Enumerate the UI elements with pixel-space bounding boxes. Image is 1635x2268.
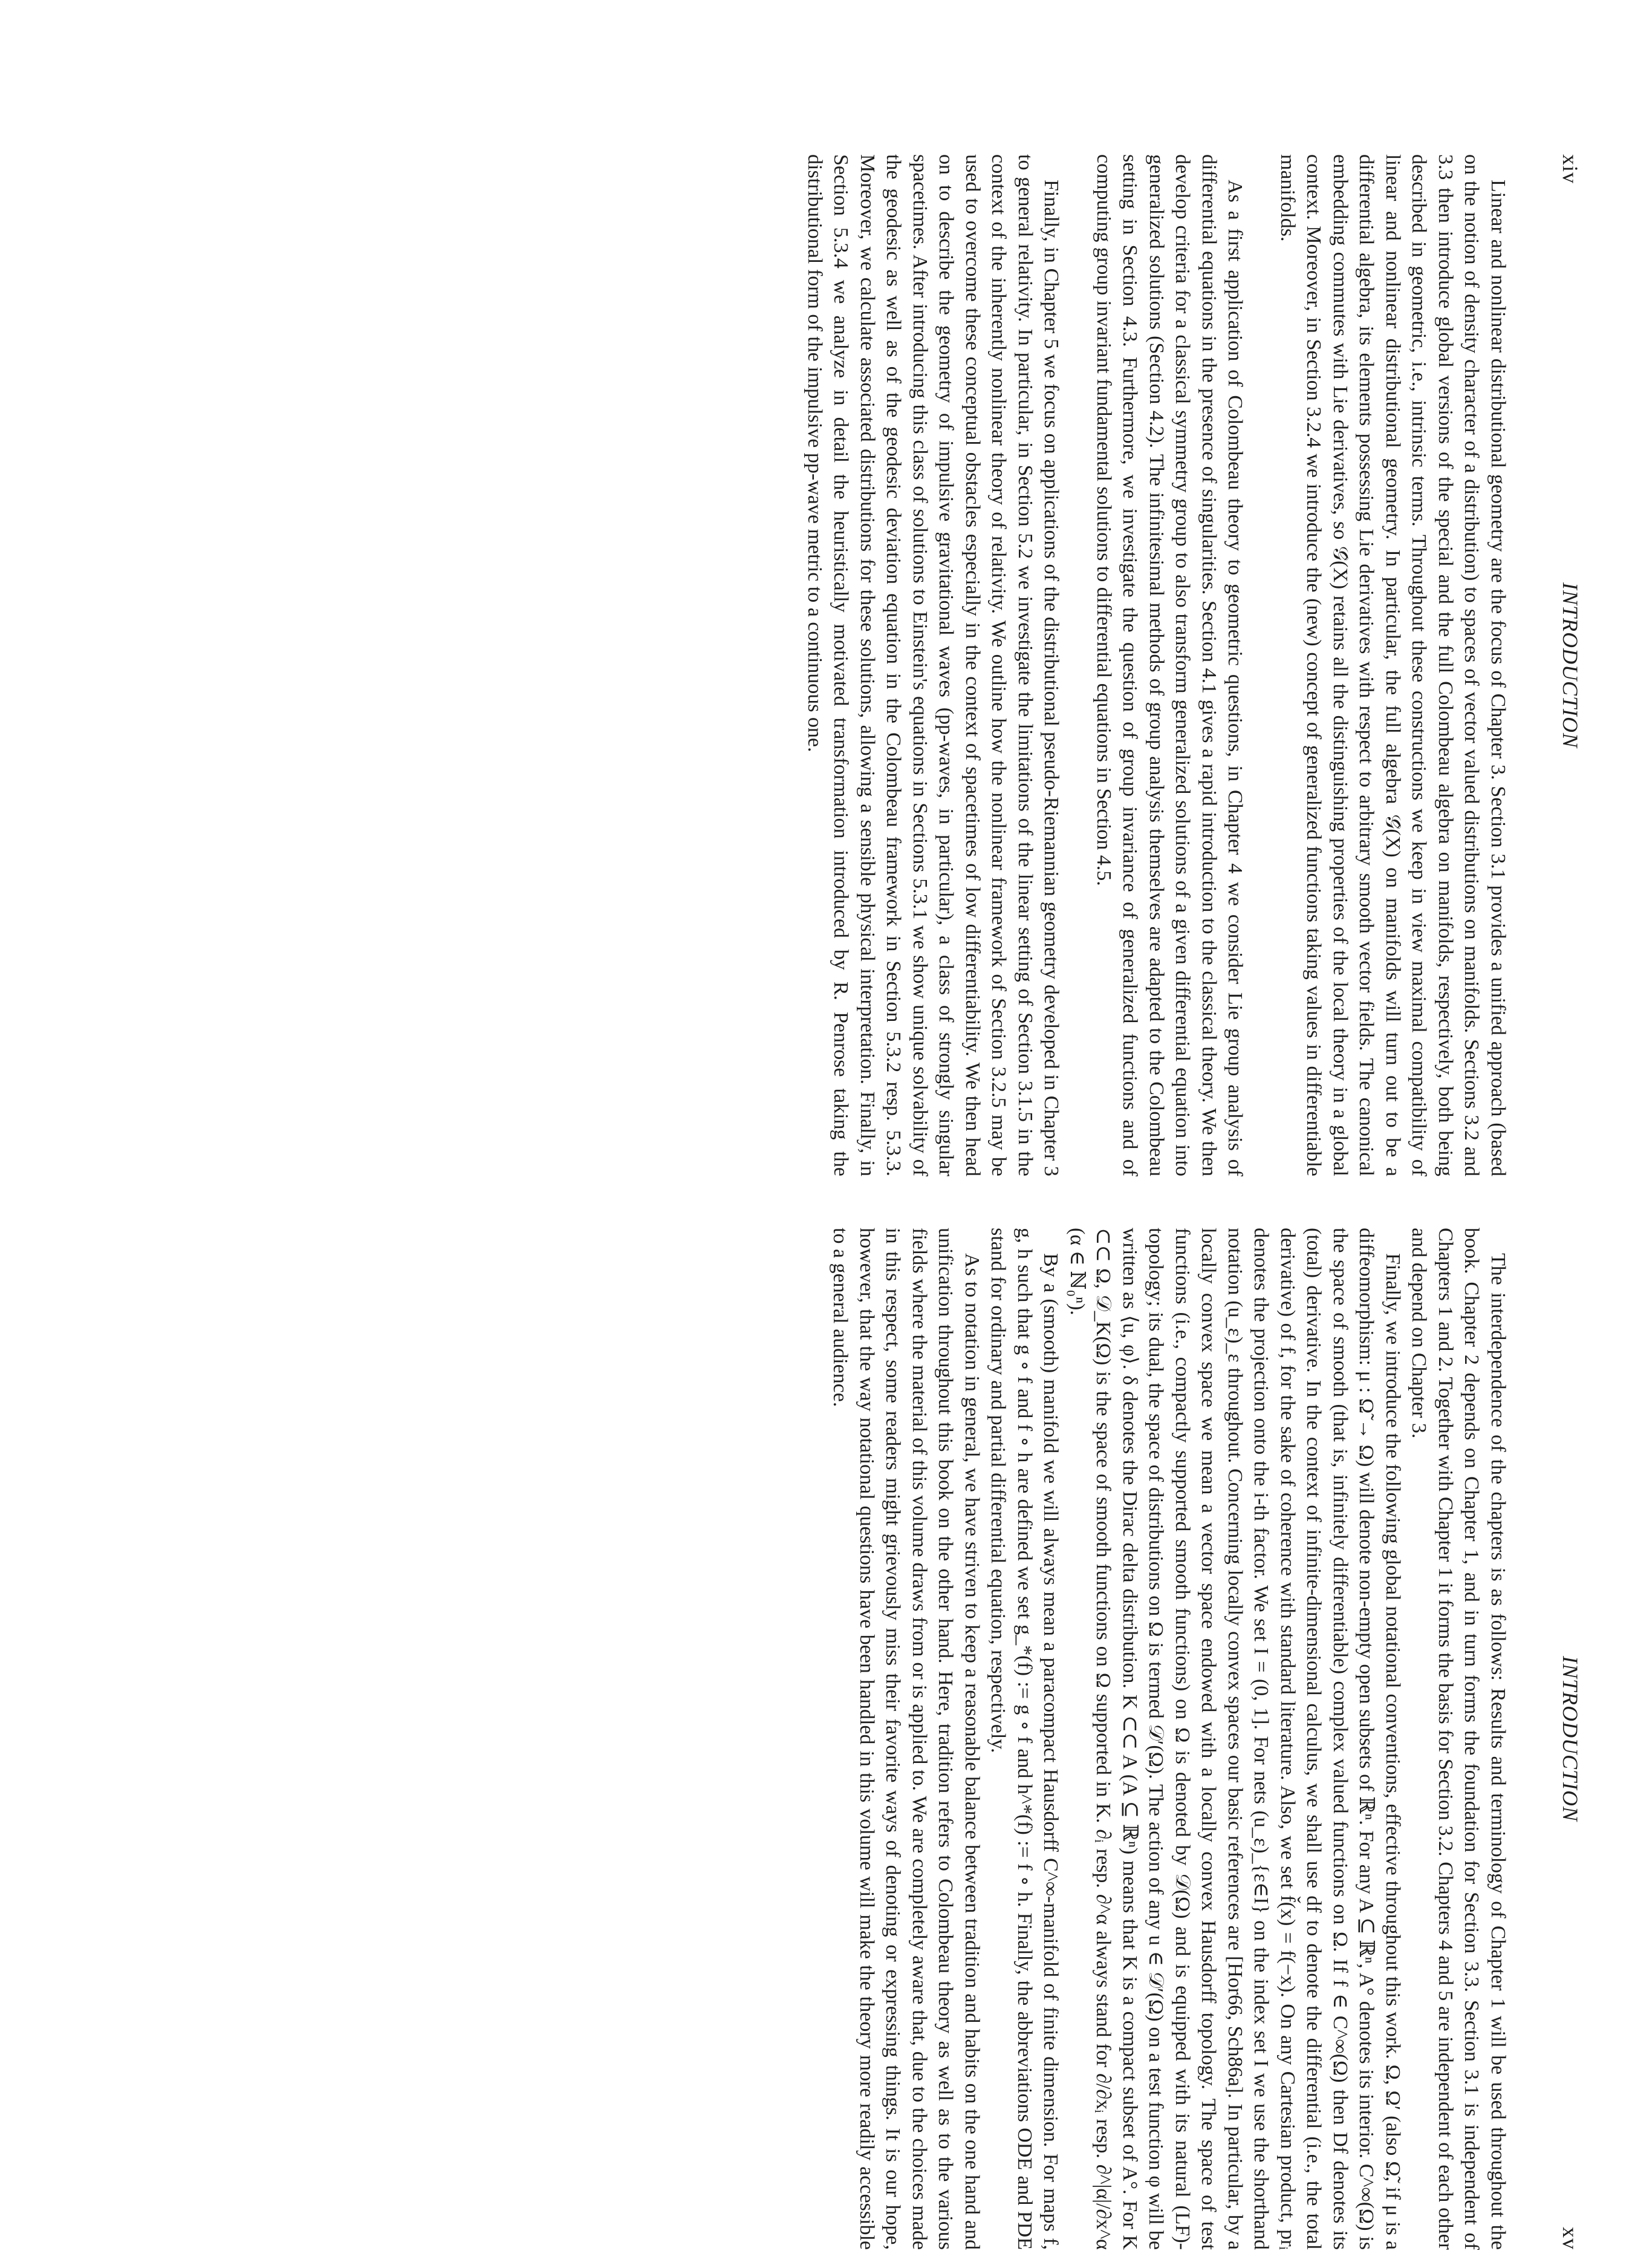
left-page-body <box>802 154 1512 1176</box>
paragraph-chapter-3-overview: Linear and nonlinear distributional geometry are the focus of Chapter 3. Section 3.1 provides a unified approach (based on the notion of density character of a distribution) to spaces of vector valued distributions on manifolds. Sections 3.2 and 3.3 then introduce global versions of the special and the full Colombeau algebra on manifolds, respectively, both being described in geometric, i.e., intrinsic terms. Throughout these constructions we keep in view maximal compatibility of linear and nonlinear distributional geometry. In particular, the full algebra 𝒢̂(X) on manifolds will turn out to be a differential algebra, its elements possessing Lie derivatives with respect to arbitrary smooth vector fields. The canonical embedding commutes with Lie derivatives, so 𝒢̂(X) retains all the distinguishing properties of the local theory in a global context. Moreover, in Section 3.2.4 we introduce the (new) concept of generalized functions taking values in differentiable manifolds. <box>1276 154 1509 1176</box>
left-page <box>0 154 1635 1176</box>
paragraph-notation-balance: As to notation in general, we have striven to keep a reasonable balance between tradition and habits on the one hand and unification throughout this book on the other hand. Here, tradition refers to Colombeau theory as well as to the various fields where the material of this volume draws from or is applied to. We are completely aware that, due to the choices made in this respect, some readers might grievously miss their favorite ways of denoting or expressing things. It is our hope, however, that the way notational questions have been handled in this volume will make the theory more readily accessible to a general audience. <box>829 1228 983 2250</box>
right-page-number: xv <box>1558 2227 1582 2250</box>
right-page <box>0 1228 1635 2250</box>
paragraph-chapter-interdependence: The interdependence of the chapters is as follows: Results and terminology of Chapter 1 will be used throughout the book. Chapter 2 depends on Chapter 1, and in turn forms the foundation for Section 3.3. Section 3.1 is independent of Chapters 1 and 2. Together with Chapter 1 it forms the basis for Section 3.2. Chapters 4 and 5 are independent of each other and depend on Chapter 3. <box>1408 1228 1509 2250</box>
left-running-head <box>1553 154 1583 1176</box>
right-page-body <box>827 1228 1511 2250</box>
paragraph-notational-conventions: Finally, we introduce the following global notational conventions, effective throughout this work. Ω, Ω′ (also Ω̃, if μ is a diffeomorphism: μ : Ω̃ → Ω) will denote non-empty open subsets of ℝⁿ. For any A ⊆ ℝⁿ, A° denotes its interior. C^∞(Ω) is the space of smooth (that is, infinitely differentiable) complex valued functions on Ω. If f ∈ C^∞(Ω) then Df denotes its (total) derivative. In the context of infinite-dimensional calculus, we shall use df to denote the differential (i.e., the total derivative) of f, for the sake of coherence with standard literature. Also, we set f̌(x) = f(−x). On any Cartesian product, prᵢ denotes the projection onto the i-th factor. We set I = (0, 1]. For nets (u_ε)_{ε∈I} on the index set I we use the shorthand notation (u_ε)_ε throughout. Concerning locally convex spaces our basic references are [Hor66, Sch86a]. In particular, by a locally convex space we mean a vector space endowed with a locally convex Hausdorff topology. The space of test functions (i.e., compactly supported smooth functions) on Ω is denoted by 𝒟(Ω) and is equipped with its natural (LF)-topology; its dual, the space of distributions on Ω is termed 𝒟′(Ω). The action of any u ∈ 𝒟′(Ω) on a test function φ will be written as ⟨u, φ⟩. δ denotes the Dirac delta distribution. K ⊂⊂ A (A ⊆ ℝⁿ) means that K is a compact subset of A°. For K ⊂⊂ Ω, 𝒟_K(Ω) is the space of smooth functions on Ω supported in K. ∂ᵢ resp. ∂^α always stand for ∂/∂xᵢ resp. ∂^|α|/∂x^α (α ∈ ℕ₀ⁿ). <box>1066 1228 1404 2250</box>
left-running-title: INTRODUCTION <box>1558 582 1582 749</box>
paragraph-manifold-conventions: By a (smooth) manifold we will always mean a paracompact Hausdorff C^∞-manifold of finite dimension. For maps f, g, h such that g ∘ f and f ∘ h are defined we set g_*(f) := g ∘ f and h^*(f) := f ∘ h. Finally, the abbreviations ODE and PDE stand for ordinary and partial differential equation, respectively. <box>987 1228 1062 2250</box>
left-page-number: xiv <box>1558 154 1582 184</box>
right-running-head <box>1553 1228 1583 2250</box>
paragraph-chapter-4-overview: As a first application of Colombeau theory to geometric questions, in Chapter 4 we consider Lie group analysis of differential equations in the presence of singularities. Section 4.1 gives a rapid introduction to the classical theory. We then develop criteria for a classical symmetry group to also transform generalized solutions of a given differential equation into generalized solutions (Section 4.2). The infinitesimal methods of group analysis themselves are adapted to the Colombeau setting in Section 4.3. Furthermore, we investigate the question of group invariance of generalized functions and of computing group invariant fundamental solutions to differential equations in Section 4.5. <box>1093 154 1247 1176</box>
paragraph-chapter-5-overview: Finally, in Chapter 5 we focus on applications of the distributional pseudo-Riemannian geometry developed in Chapter 3 to general relativity. In particular, in Section 5.2 we investigate the limitations of the linear setting of Section 3.1.5 in the context of the inherently nonlinear theory of relativity. We outline how the nonlinear framework of Section 3.2.5 may be used to overcome these conceptual obstacles especially in the context of spacetimes of low differentiability. We then head on to describe the geometry of impulsive gravitational waves (pp-waves, in particular), a class of strongly singular spacetimes. After introducing this class of solutions to Einstein's equations in Sections 5.3.1 we show unique solvability of the geodesic as well as of the geodesic deviation equation in the Colombeau framework in Section 5.3.2 resp. 5.3.3. Moreover, we calculate associated distributions for these solutions, allowing a sensible physical interpretation. Finally, in Section 5.3.4 we analyze in detail the heuristically motivated transformation introduced by R. Penrose taking the distributional form of the impulsive pp-wave metric to a continuous one. <box>804 154 1063 1176</box>
right-running-title: INTRODUCTION <box>1558 1655 1582 1822</box>
